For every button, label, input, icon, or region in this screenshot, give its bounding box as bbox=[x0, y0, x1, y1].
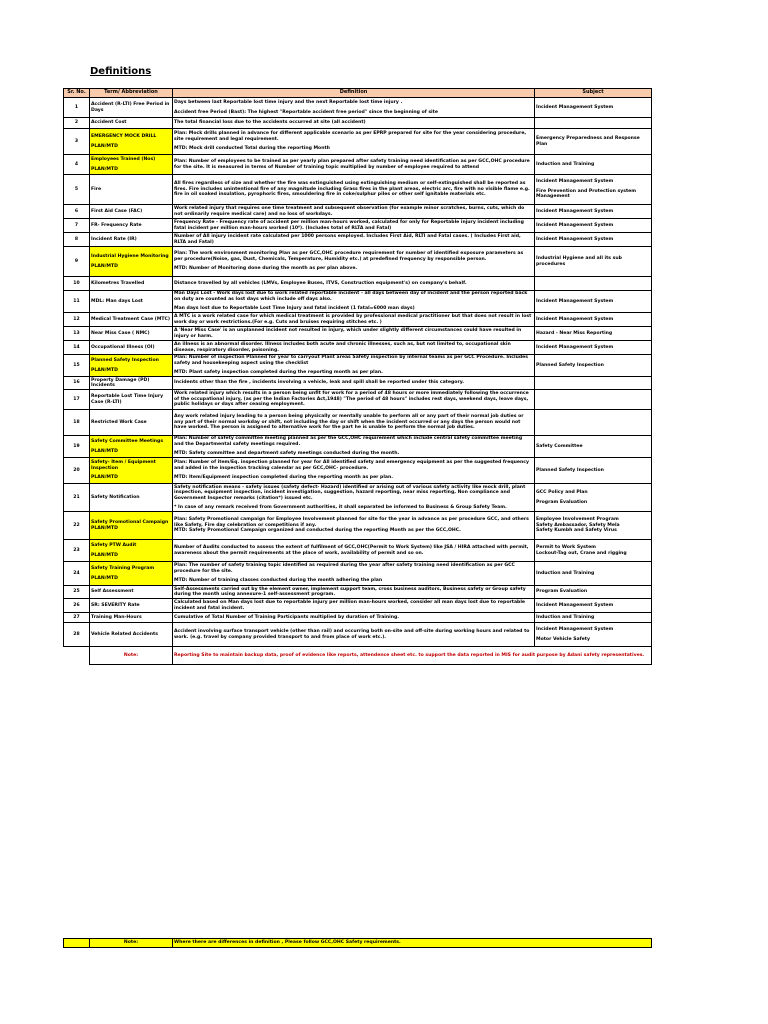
note2-row bbox=[64, 939, 652, 948]
subject-cell bbox=[535, 562, 652, 586]
def-line: Days between last Reportable lost time injury and the next Reportable lost time injury . bbox=[174, 100, 403, 106]
subject-line: Motor Vehicle Safety bbox=[536, 636, 590, 642]
subject-cell bbox=[535, 155, 652, 175]
definition-cell bbox=[173, 175, 535, 205]
subject-line: Lockout-Tag out, Crane and rigging bbox=[536, 550, 627, 556]
def-line: Plan: The number of safety training topic identified as required during the year after safety training need identification as per GCC procedure for the site. bbox=[174, 563, 515, 574]
def-line: Distance travelled by all vehicles (LMVs, Employee Buses, ITVS, Construction equipment's) on company's behalf. bbox=[174, 280, 467, 286]
sr-number: 2 bbox=[64, 118, 90, 129]
definition-cell bbox=[173, 233, 535, 247]
subject-line: Incident Management System bbox=[536, 104, 614, 110]
table-row bbox=[64, 291, 652, 313]
sr-number: 11 bbox=[64, 291, 90, 313]
term-line: PLAN/MTD bbox=[91, 367, 118, 373]
def-line: Incidents other than the fire , incidents involving a vehicle, leak and spill shall be reported under this category. bbox=[174, 380, 465, 386]
def-line: Frequency Rate - Frequency rate of accident per million man-hours worked, calculated for only for Reportable injury incident including fatal incident per million man-hours worked (10⁶). (Includes total of RLTA and Fatal) bbox=[174, 220, 524, 231]
table-row bbox=[64, 98, 652, 118]
table-row bbox=[64, 562, 652, 586]
sr-number: 1 bbox=[64, 98, 90, 118]
table-header-row bbox=[64, 89, 652, 98]
subject-line bbox=[536, 282, 650, 286]
term-line: Property Damage (PD) Incidents bbox=[91, 377, 150, 388]
term-cell bbox=[90, 175, 173, 205]
definition-cell bbox=[173, 98, 535, 118]
term-cell bbox=[90, 613, 173, 623]
sr-number: 9 bbox=[64, 247, 90, 277]
term-cell bbox=[90, 410, 173, 436]
subject-cell bbox=[535, 313, 652, 327]
term-cell bbox=[90, 540, 173, 562]
term-cell bbox=[90, 291, 173, 313]
term-line: Kilometres Travelled bbox=[91, 280, 145, 286]
table-row bbox=[64, 118, 652, 129]
term-cell bbox=[90, 377, 173, 390]
table-row bbox=[64, 540, 652, 562]
subject-line: Planned Safety Inspection bbox=[536, 362, 604, 368]
sr-number: 21 bbox=[64, 484, 90, 512]
def-line: Self-Assessments carried out by the element owner, implement support team, cross business auditors, Business safety or Group safety during the month using annexure-1 self-assessment program. bbox=[174, 586, 526, 597]
sr-number: 23 bbox=[64, 540, 90, 562]
header-subject: Subject bbox=[535, 89, 652, 98]
def-line: Cumulative of Total Number of Training Participants multiplied by duration of Training. bbox=[174, 614, 400, 620]
definition-cell bbox=[173, 341, 535, 355]
term-line: Safety Committee Meetings bbox=[91, 439, 164, 445]
def-line: MTD: Mock drill conducted Total during the reporting Month bbox=[174, 146, 330, 152]
subject-line: Incident Management System bbox=[536, 344, 614, 350]
def-line: All fires regardless of size and whether the fire was extinguished using extinguishing medium or self-extinguished shall be reported as fires. Fire includes unintentional fire of any magnitude including Grass fires in the plant areas, electric arc, fire with no visible flame e.g. fire in oil soaked insulation, pyrophoric fires, smouldering fire in coke/sulphur piles or other self ignitable materials etc. bbox=[174, 181, 530, 198]
sr-number: 17 bbox=[64, 390, 90, 410]
definition-cell bbox=[173, 484, 535, 512]
sr-number: 19 bbox=[64, 436, 90, 458]
term-line: FR- Frequency Rate bbox=[91, 222, 142, 228]
definition-cell bbox=[173, 155, 535, 175]
def-line: The total financial loss due to the accidents occurred at site (all accident) bbox=[174, 120, 366, 126]
subject-line: GCC Policy and Plan bbox=[536, 490, 588, 496]
subject-cell bbox=[535, 98, 652, 118]
definitions-table bbox=[63, 88, 652, 665]
def-line: MTD: Number of training classes conducted during the month adhering the plan bbox=[174, 578, 383, 584]
term-line: Medical Treatment Case (MTC) bbox=[91, 316, 171, 322]
def-line: Work related injury that requires one time treatment and subsequent observation (for example minor scratches, burns, cuts, which do not ordinarily require medical care) and no loss of workdays. bbox=[174, 206, 525, 217]
sr-number: 4 bbox=[64, 155, 90, 175]
sr-number: 14 bbox=[64, 341, 90, 355]
def-line: Plan: Safety Promotional campaign for Employee Involvement planned for site for the year in advance as per procedure GCC, and others like Safety, Fire day celebration or competitions if any. bbox=[174, 517, 529, 528]
def-line: A 'Near Miss Case' is an unplanned incident not resulted in injury, which under slightly different circumstances could have resulted in injury or harm. bbox=[174, 328, 522, 339]
definition-cell bbox=[173, 410, 535, 436]
table-row bbox=[64, 623, 652, 647]
subject-cell bbox=[535, 118, 652, 129]
term-line: Vehicle Related Accidents bbox=[91, 631, 158, 637]
table-row bbox=[64, 277, 652, 291]
subject-line: Permit to Work System bbox=[536, 545, 596, 551]
term-line: PLAN/MTD bbox=[91, 166, 118, 172]
term-line: Safety Training Program bbox=[91, 566, 155, 572]
table-row bbox=[64, 410, 652, 436]
definition-cell bbox=[173, 291, 535, 313]
term-cell bbox=[90, 118, 173, 129]
header-term: Term/ Abbreviation bbox=[90, 89, 173, 98]
subject-line: Incident Management System bbox=[536, 179, 614, 185]
def-line: MTD: Safety Promotional Campaign organized and conducted during the reporting Month as per the GCC,OHC. bbox=[174, 528, 461, 534]
subject-line bbox=[536, 121, 650, 125]
subject-line: Incident Management System bbox=[536, 222, 614, 228]
def-line: Man days lost due to Reportable Lost Time Injury and fatal incident (1 fatal=6000 man days) bbox=[174, 306, 415, 312]
subject-cell bbox=[535, 458, 652, 484]
sr-number: 5 bbox=[64, 175, 90, 205]
definition-cell bbox=[173, 205, 535, 219]
def-line: Accident free Period (Bast): The highest "Reportable accident free period" since the beginning of site bbox=[174, 109, 438, 115]
subject-line: Emergency Preparedness and Response Plan bbox=[536, 136, 640, 147]
table-body bbox=[64, 98, 652, 647]
subject-line: Incident Management System bbox=[536, 208, 614, 214]
subject-cell bbox=[535, 219, 652, 233]
note-label: Note: bbox=[90, 647, 173, 665]
subject-cell bbox=[535, 484, 652, 512]
table-row bbox=[64, 341, 652, 355]
term-line: Planned Safety Inspection bbox=[91, 358, 159, 364]
table-row bbox=[64, 129, 652, 155]
definition-cell bbox=[173, 512, 535, 540]
term-line: Near Miss Case ( NMC) bbox=[91, 330, 150, 336]
subject-line: Induction and Training bbox=[536, 570, 595, 576]
sr-number: 28 bbox=[64, 623, 90, 647]
term-cell bbox=[90, 233, 173, 247]
definition-cell bbox=[173, 313, 535, 327]
sr-number: 16 bbox=[64, 377, 90, 390]
def-line: MTD: Number of Monitoring done during the month as per plan above. bbox=[174, 266, 358, 272]
subject-cell bbox=[535, 327, 652, 341]
sr-number: 24 bbox=[64, 562, 90, 586]
definition-cell bbox=[173, 562, 535, 586]
def-line: An illness is an abnormal disorder. Illness includes both acute and chronic illnesses, such as, but not limited to, occupational skin disease, respiratory disorder, poisoning. bbox=[174, 342, 511, 353]
subject-line: Incident Management System bbox=[536, 602, 614, 608]
term-cell bbox=[90, 155, 173, 175]
subject-line: Induction and Training bbox=[536, 161, 595, 167]
subject-line: Industrial Hygiene and all its sub procedures bbox=[536, 256, 622, 267]
subject-line: Safety Ambassador, Safety Mela bbox=[536, 522, 620, 528]
term-line: PLAN/MTD bbox=[91, 525, 118, 531]
term-line: Industrial Hygiene Monitoring bbox=[91, 254, 169, 260]
term-line: Safety- Item / Equipment Inspection bbox=[91, 460, 156, 471]
term-line: Accident Cost bbox=[91, 120, 127, 126]
definition-cell bbox=[173, 118, 535, 129]
def-line: Work related injury which results in a person being unfit for work for a period of 48 hours or more immediately following the occurrence of the occupational injury, (as per the Indian Factories Act,1948) "The period of 48 hours" includes rest days, weekend days, leave days, public holidays or days after ceasing employment. bbox=[174, 391, 529, 408]
subject-line: Fire Prevention and Protection system Management bbox=[536, 188, 637, 200]
term-line: Self Assessment bbox=[91, 589, 134, 595]
subject-line: Program Evaluation bbox=[536, 589, 588, 595]
subject-cell bbox=[535, 341, 652, 355]
subject-line: Incident Management System bbox=[536, 236, 614, 242]
def-line: Man Days Lost - Work days lost due to work related reportable incident - all days between day of incident and the person reported back on duty are counted as lost days which include off days also. bbox=[174, 291, 528, 302]
sr-number: 27 bbox=[64, 613, 90, 623]
def-line: Number of All injury incident rate calculated per 1000 persons employed. Includes First Aid, RLTI and Fatal cases. ( Includes First aid, RLTA and Fatal) bbox=[174, 234, 521, 245]
subject-cell bbox=[535, 233, 652, 247]
table-row bbox=[64, 512, 652, 540]
definition-cell bbox=[173, 219, 535, 233]
def-line: Calculated based on Man days lost due to reportable injury per million man-hours worked, consider all man days lost due to reportable incident and fatal incident. bbox=[174, 600, 526, 611]
sr-number: 3 bbox=[64, 129, 90, 155]
sr-number: 18 bbox=[64, 410, 90, 436]
note-row bbox=[64, 647, 652, 665]
def-line: Number of Audits conducted to assess the extent of fulfilment of GCC,OHC(Permit to Work System) like JSA / HIRA attached with permit, awareness about the permit requirements at the place of work, availability of permit and so on. bbox=[174, 545, 529, 556]
term-cell bbox=[90, 355, 173, 377]
term-cell bbox=[90, 98, 173, 118]
term-cell bbox=[90, 277, 173, 291]
table-row bbox=[64, 377, 652, 390]
subject-cell bbox=[535, 599, 652, 613]
definition-cell bbox=[173, 390, 535, 410]
def-line: Plan: Number of employees to be trained as per yearly plan prepared after safety training need identification as per GCC,OHC procedure for the site. It is measured in terms of Number of training topic multiplied by number of employee required to attend bbox=[174, 159, 530, 170]
term-cell bbox=[90, 436, 173, 458]
note-text: Reporting Site to maintain backup data, proof of evidence like reports, attendence sheet etc. to support the data reported in MIS for audit purpose by Adani safety representatives. bbox=[173, 647, 652, 665]
def-line: Plan: Number of inspection Planned for year to carryout Plant areas Safety inspection by internal teams as per GCC Procedure. Includes safety and housekeeping aspect using the checklist bbox=[174, 355, 529, 366]
def-line: Plan: Number of item/Eq. inspection planned for year for All identified safety and emergency equipment as per the suggested frequency and added in the inspection tracking calendar as per GCC,OHC- procedure. bbox=[174, 460, 529, 471]
table-row bbox=[64, 175, 652, 205]
term-line: Incident Rate (IR) bbox=[91, 236, 137, 242]
definition-cell bbox=[173, 129, 535, 155]
term-line: PLAN/MTD bbox=[91, 448, 118, 454]
table-row bbox=[64, 247, 652, 277]
term-line: PLAN/MTD bbox=[91, 475, 118, 481]
table-row bbox=[64, 219, 652, 233]
term-line: Occupational Illness (OI) bbox=[91, 344, 155, 350]
definition-cell bbox=[173, 377, 535, 390]
term-line: MDL: Man days Lost bbox=[91, 298, 143, 304]
term-cell bbox=[90, 219, 173, 233]
term-line: Restricted Work Case bbox=[91, 419, 147, 425]
term-line: Safety Notification bbox=[91, 494, 140, 500]
table-row bbox=[64, 484, 652, 512]
table-row bbox=[64, 313, 652, 327]
table-row bbox=[64, 155, 652, 175]
definition-cell bbox=[173, 355, 535, 377]
term-cell bbox=[90, 313, 173, 327]
subject-line bbox=[536, 398, 650, 402]
table-row bbox=[64, 233, 652, 247]
subject-cell bbox=[535, 436, 652, 458]
term-cell bbox=[90, 623, 173, 647]
table-row bbox=[64, 205, 652, 219]
sr-number: 20 bbox=[64, 458, 90, 484]
def-line: Plan: Mock drills planned in advance for different applicable scenario as per EPRP prepared for site for the year considering procedure, site requirement and legal requirement. bbox=[174, 131, 527, 142]
def-line: A MTC is a work related case for which medical treatment is provided by professional medical practitioner but that does not result in lost work day or work restrictions.(For e.g. Cuts and bruises requiring stitches etc. ) bbox=[174, 314, 532, 325]
subject-line: Incident Management System bbox=[536, 298, 614, 304]
term-line: Safety Promotional Campaign bbox=[91, 520, 169, 526]
table-row bbox=[64, 355, 652, 377]
subject-cell bbox=[535, 410, 652, 436]
subject-cell bbox=[535, 512, 652, 540]
sr-number: 12 bbox=[64, 313, 90, 327]
term-line: Safety PTW Audit bbox=[91, 543, 137, 549]
term-line: PLAN/MTD bbox=[91, 143, 118, 149]
subject-cell bbox=[535, 175, 652, 205]
subject-cell bbox=[535, 247, 652, 277]
term-cell bbox=[90, 327, 173, 341]
definition-cell bbox=[173, 327, 535, 341]
subject-line: Safety Kumbh and Safety Virus bbox=[536, 528, 617, 534]
table-row bbox=[64, 436, 652, 458]
subject-line bbox=[536, 381, 650, 385]
header-definition: Definition bbox=[173, 89, 535, 98]
subject-cell bbox=[535, 291, 652, 313]
term-line: SR: SEVERITY Rate bbox=[91, 602, 140, 608]
term-cell bbox=[90, 484, 173, 512]
subject-line bbox=[536, 421, 650, 425]
sr-number: 25 bbox=[64, 586, 90, 599]
term-line: First Aid Case (FAC) bbox=[91, 208, 143, 214]
table-row bbox=[64, 613, 652, 623]
subject-line: Program Evaluation bbox=[536, 499, 588, 505]
sr-number: 6 bbox=[64, 205, 90, 219]
note2-text: Where there are differences in definition , Please follow GCC,OHC Safety requirements. bbox=[173, 939, 652, 948]
header-sr: Sr. No. bbox=[64, 89, 90, 98]
subject-line: Planned Safety Inspection bbox=[536, 467, 604, 473]
def-line: Plan: The work environment monitoring Plan as per GCC,OHC procedure requirement for number of identified exposure parameters as per procedure(Noise, gas, Dust, Chemicals, Temperature, Humidity etc.) at predefined frequency by responsible person. bbox=[174, 251, 524, 262]
subject-line: Incident Management System bbox=[536, 316, 614, 322]
table-row bbox=[64, 327, 652, 341]
def-line: Accident involving surface transport vehicle (other than rail) and occurring both on-site and off-site during working hours and related to work. (e.g. travel by company provided transport to and from place of work etc.). bbox=[174, 629, 530, 640]
term-line: PLAN/MTD bbox=[91, 263, 118, 269]
note-table bbox=[63, 938, 652, 948]
definition-cell bbox=[173, 436, 535, 458]
note2-label: Note: bbox=[90, 939, 173, 948]
term-cell bbox=[90, 247, 173, 277]
def-line: Any work related injury leading to a person being physically or mentally unable to perform all or any part of their normal job duties or any part of their normal workday or shift, not including the day or shift when the incident occurred or any days the person would not have worked. The person is assigned to alternative work for the part he is unable to perform the normal job duties. bbox=[174, 414, 524, 431]
term-cell bbox=[90, 129, 173, 155]
sr-number: 7 bbox=[64, 219, 90, 233]
subject-line: Induction and Training bbox=[536, 614, 595, 620]
term-cell bbox=[90, 512, 173, 540]
subject-cell bbox=[535, 623, 652, 647]
def-line: * In case of any remark received from Government authorities, it shall separated be informed to Business & Group Safety Team. bbox=[174, 504, 507, 510]
subject-cell bbox=[535, 355, 652, 377]
def-line: Plan: Number of safety committee meeting planned as per the GCC,OHC requirement which include central safety committee meeting and the Departmental safety meetings required. bbox=[174, 436, 523, 447]
page-title: Definitions bbox=[90, 66, 152, 77]
def-line: MTD: Safety committee and department safety meetings conducted during the month. bbox=[174, 451, 400, 457]
subject-line: Employee Involvement Program bbox=[536, 517, 619, 523]
def-line: Safety notification means - safety issues (safety defect- Hazard) identified or arising out of various safety activity like mock drill, plant inspection, equipment inspection, incident investigation, suggestion, hazard reporting, near miss reporting, Non compliance and Government Inspector remarks (citation*) issued etc. bbox=[174, 484, 526, 501]
subject-cell bbox=[535, 377, 652, 390]
term-line: Fire bbox=[91, 186, 102, 192]
subject-cell bbox=[535, 613, 652, 623]
term-line: PLAN/MTD bbox=[91, 552, 118, 558]
table-row bbox=[64, 586, 652, 599]
definition-cell bbox=[173, 599, 535, 613]
definition-cell bbox=[173, 623, 535, 647]
definition-cell bbox=[173, 540, 535, 562]
subject-line: Incident Management System bbox=[536, 627, 614, 633]
term-line: Employees Trained (Nos) bbox=[91, 157, 156, 163]
subject-cell bbox=[535, 586, 652, 599]
term-line: EMERGENCY MOCK DRILL bbox=[91, 134, 157, 140]
term-cell bbox=[90, 599, 173, 613]
term-cell bbox=[90, 390, 173, 410]
subject-cell bbox=[535, 540, 652, 562]
sr-number: 22 bbox=[64, 512, 90, 540]
definition-cell bbox=[173, 458, 535, 484]
subject-line: Hazard - Near Miss Reporting bbox=[536, 330, 613, 336]
sr-number: 8 bbox=[64, 233, 90, 247]
term-line: PLAN/MTD bbox=[91, 575, 118, 581]
subject-cell bbox=[535, 277, 652, 291]
definition-cell bbox=[173, 613, 535, 623]
term-cell bbox=[90, 205, 173, 219]
sr-number: 10 bbox=[64, 277, 90, 291]
sr-number: 13 bbox=[64, 327, 90, 341]
table-row bbox=[64, 599, 652, 613]
subject-line: Safety Committee bbox=[536, 443, 583, 449]
term-line: Accident (R-LTI) Free Period in Days bbox=[91, 102, 170, 113]
def-line: MTD: Plant safety inspection completed during the reporting month as per plan. bbox=[174, 370, 383, 376]
definition-cell bbox=[173, 247, 535, 277]
sr-number: 15 bbox=[64, 355, 90, 377]
sr-number: 26 bbox=[64, 599, 90, 613]
definition-cell bbox=[173, 277, 535, 291]
subject-cell bbox=[535, 205, 652, 219]
term-cell bbox=[90, 341, 173, 355]
def-line: MTD: Item/Equipment inspection completed during the reporting month as per plan. bbox=[174, 475, 394, 481]
subject-cell bbox=[535, 390, 652, 410]
table-row bbox=[64, 390, 652, 410]
subject-cell bbox=[535, 129, 652, 155]
term-line: Reportable Lost Time Injury Case (R-LTI) bbox=[91, 394, 164, 405]
definition-cell bbox=[173, 586, 535, 599]
term-line: Training Man-Hours bbox=[91, 614, 142, 620]
term-cell bbox=[90, 586, 173, 599]
term-cell bbox=[90, 562, 173, 586]
term-cell bbox=[90, 458, 173, 484]
table-row bbox=[64, 458, 652, 484]
